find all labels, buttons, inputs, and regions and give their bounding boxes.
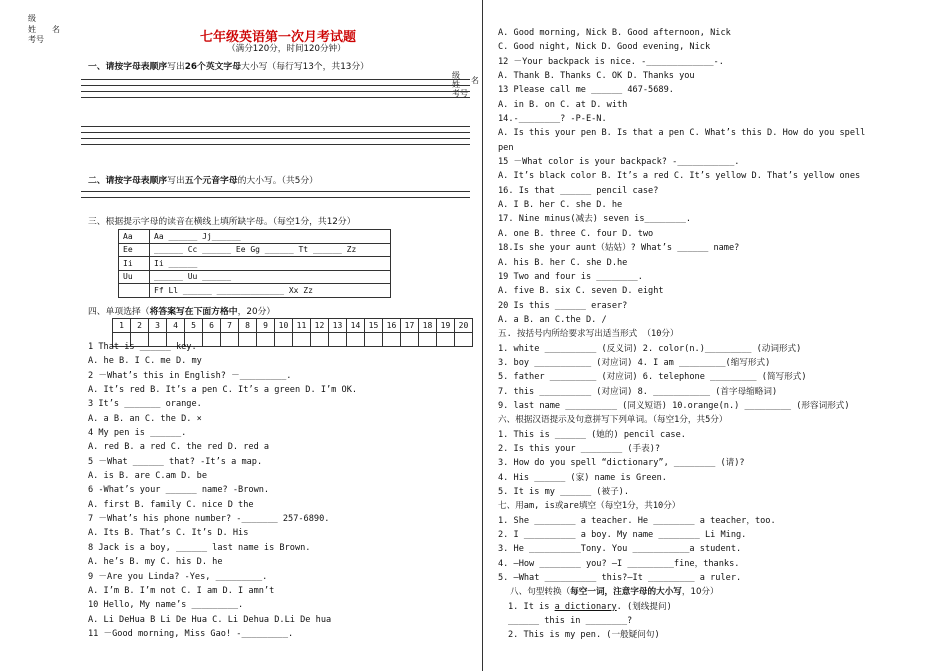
sec8-line-underlined: a dictionary (554, 601, 617, 612)
question-line: 1. white __________ (反义词) 2. color(n.)_________ (动词形式) (498, 343, 802, 354)
question-line: 2. I __________ a boy. My name ________ Li Ming. (498, 530, 747, 541)
side-label-class: 级 (28, 14, 36, 23)
sec8-line-pre: 1. It is (508, 601, 555, 612)
question-line: A. It’s red B. It’s a pen C. It’s a green D. I’m OK. (88, 385, 358, 396)
page-subtitle: （满分120分，时间120分钟） (227, 44, 346, 54)
writing-line (81, 132, 470, 133)
question-line: 10 Hello, My name’s _________. (88, 600, 244, 611)
phonics-row (119, 284, 391, 298)
question-line: A. five B. six C. seven D. eight (498, 286, 664, 297)
phonics-row (119, 270, 391, 284)
question-line: A. Li DeHua B Li De Hua C. Li Dehua D.Li De hua (88, 614, 332, 625)
sec8-line-pre: ______ this in ________? (508, 616, 633, 627)
phonics-key: Uu (119, 270, 150, 284)
phonics-key: Ee (119, 243, 150, 257)
question-line: A. red B. a red C. the red D. red a (88, 442, 270, 453)
answer-grid-number: 14 (347, 319, 365, 333)
question-line: 9 －Are you Linda? -Yes, _________. (88, 571, 268, 582)
question-line: 4. His ______ (家) name is Green. (498, 472, 667, 483)
question-line: A. his B. her C. she D.he (498, 257, 628, 268)
question-line: 4. —How ________ you? —I _________fine，thanks. (498, 558, 740, 569)
question-line: 六、根据汉语提示及句意拼写下列单词。（每空1分，共5分） (498, 415, 728, 426)
sec1-text-a: 一、请按字母表顺序 (88, 62, 168, 72)
question-line: 5. father _________ (对应词) 6. telephone _________ (简写形式) (498, 372, 807, 383)
writing-line (81, 85, 470, 86)
question-line: A. Is this your pen B. Is that a pen C. What’s this D. How do you spell (498, 128, 866, 139)
side-label-name-2: 姓 (452, 80, 460, 89)
answer-grid-numbers (113, 319, 473, 333)
question-line: 7. this __________ (对应词) 8. ___________ (首字母缩略词) (498, 386, 778, 397)
question-line: 5. It is my ______ (被子). (498, 487, 630, 497)
page-title: 七年级英语第一次月考试题 (200, 30, 357, 45)
question-line: 16. Is that ______ pencil case? (498, 185, 659, 196)
phonics-row (119, 257, 391, 271)
question-line: 五. 按括号内所给要求写出适当形式 （10分） (498, 329, 679, 340)
section-3-heading: 三、根据提示字母的读音在横线上填所缺字母。（每空1分，共12分） (88, 217, 356, 227)
writing-line (81, 79, 470, 80)
left-question-column (88, 340, 478, 641)
section-1-heading (88, 59, 369, 72)
answer-grid-number: 4 (167, 319, 185, 333)
writing-line (81, 126, 470, 127)
question-line: 19 Two and four is ________. (498, 271, 643, 282)
sec1-bold: 26个英文字母 (184, 62, 242, 72)
column-divider (482, 0, 483, 671)
side-label-name: 姓 (28, 25, 36, 34)
answer-grid-number: 1 (113, 319, 131, 333)
answer-grid-number: 16 (383, 319, 401, 333)
question-line: 9. last name __________ (同义短语) 10.orange(n.) _________ (形容词形式) (498, 400, 850, 411)
phonics-table (118, 229, 391, 298)
question-line: A. he’s B. my C. his D. he (88, 557, 223, 568)
answer-grid-number: 8 (239, 319, 257, 333)
answer-grid-number: 2 (131, 319, 149, 333)
section-2-heading (88, 173, 318, 186)
answer-grid-number: 12 (311, 319, 329, 333)
answer-grid-number: 19 (437, 319, 455, 333)
sec1-text-b: 写出 (167, 62, 185, 72)
side-label-number: 考号 (28, 35, 44, 44)
phonics-key: Aa (119, 230, 150, 244)
answer-grid-number: 20 (455, 319, 473, 333)
question-line: A. Its B. That’s C. It’s D. His (88, 528, 249, 539)
question-line (498, 614, 938, 628)
writing-line (81, 197, 470, 198)
question-line: 5. —What __________ this?—It _________ a ruler. (498, 573, 742, 584)
section-8-heading (498, 585, 938, 599)
phonics-fill[interactable]: Ii ______ (150, 257, 391, 271)
sec4-text-a: 四、单项选择（ (88, 307, 150, 317)
writing-line (81, 91, 470, 92)
question-line (498, 600, 938, 614)
phonics-fill[interactable]: ______ Cc ______ Ee Gg ______ Tt ______ Zz (150, 243, 391, 257)
question-line (498, 628, 938, 642)
answer-grid-number: 6 (203, 319, 221, 333)
question-line: 20 Is this ______ eraser? (498, 300, 628, 311)
side-label-name2-2: 名 (471, 76, 479, 85)
section-4-heading (88, 304, 275, 317)
sec4-text-c: ，20分） (237, 307, 276, 317)
question-line: 14.-________? -P-E-N. (498, 114, 607, 125)
question-line: 7 －What’s his phone number? -_______ 257-6890. (88, 514, 330, 525)
answer-grid-number: 3 (149, 319, 167, 333)
writing-line (81, 97, 470, 98)
question-line: 3. He __________Tony. You ___________a student. (498, 544, 742, 555)
question-line: 12 －Your backpack is nice. -_____________-. (498, 56, 724, 67)
sec1-text-c: 大小写（每行写13个，共13分） (241, 62, 369, 72)
question-line: A. one B. three C. four D. two (498, 228, 654, 239)
question-line: A. I B. her C. she D. he (498, 200, 623, 211)
question-line: 1. She ________ a teacher. He ________ a teacher，too. (498, 515, 776, 526)
question-line: 18.Is she your aunt（姑姑）? What’s ______ name? (498, 243, 740, 254)
phonics-fill[interactable]: ______ Uu ______ (150, 270, 391, 284)
writing-line (81, 144, 470, 145)
question-line: C. Good night, Nick D. Good evening, Nick (498, 42, 711, 53)
question-line: 1 That is ______ key. (88, 342, 197, 352)
phonics-key (119, 284, 150, 298)
sec2-text-a: 二、请按字母表顺序 (88, 176, 168, 186)
answer-grid-number: 13 (329, 319, 347, 333)
answer-grid-number: 7 (221, 319, 239, 333)
question-line: 2. Is this your ________ (手表)? (498, 443, 661, 454)
phonics-fill[interactable]: Ff Ll ______ ______________ Xx Zz (150, 284, 391, 298)
sec8-text-c: ，10分） (681, 587, 719, 598)
side-label-name2: 名 (52, 25, 60, 34)
right-question-column (498, 26, 938, 643)
question-line: 2 －What’s this in English? －_________. (88, 370, 292, 381)
question-line: A. Good morning, Nick B. Good afternoon, Nick (498, 28, 731, 38)
answer-grid-number: 15 (365, 319, 383, 333)
sec2-text-b: 写出 (167, 176, 185, 186)
sec8-line-pre: 2. This is my pen. (一般疑问句) (508, 630, 660, 641)
question-line: 11 －Good morning, Miss Gao! -_________. (88, 628, 294, 639)
question-line: 17. Nine minus(减去) seven is________. (498, 214, 692, 225)
writing-line (81, 191, 470, 192)
question-line: 8 Jack is a boy, ______ last name is Brown. (88, 542, 311, 553)
question-line: 13 Please call me ______ 467-5689. (498, 85, 674, 96)
sec2-text-c: 的大小写。（共5分） (237, 176, 318, 186)
sec8-line-post: . (划线提问) (616, 601, 672, 612)
answer-grid-number: 5 (185, 319, 203, 333)
question-line: A. is B. are C.am D. be (88, 471, 207, 482)
question-line: 3. boy ___________ (对应词) 4. I am _________(缩写形式) (498, 357, 771, 368)
question-line: A. first B. family C. nice D the (88, 499, 254, 510)
sec8-bold: 每空一词，注意字母的大小写 (570, 587, 682, 598)
side-label-number-2: 考号 (452, 89, 468, 98)
question-line: A. a B. an C. the D. × (88, 413, 202, 424)
phonics-row (119, 243, 391, 257)
question-line: 4 My pen is ______. (88, 428, 187, 439)
question-line: A. Thank B. Thanks C. OK D. Thanks you (498, 71, 695, 82)
question-line: A. It’s black color B. It’s a red C. It’s yellow D. That’s yellow ones (498, 171, 861, 182)
question-line: A. in B. on C. at D. with (498, 99, 628, 110)
question-line: A. he B. I C. me D. my (88, 356, 202, 367)
question-line: 15 －What color is your backpack? -___________. (498, 157, 740, 168)
question-line: A. a B. an C.the D. / (498, 314, 607, 325)
question-line: 七、用am, is或are填空（每空1分，共10分） (498, 501, 681, 512)
phonics-fill[interactable]: Aa ______ Jj______ (150, 230, 391, 244)
question-line: 5 －What ______ that? -It’s a map. (88, 456, 263, 467)
phonics-key: Ii (119, 257, 150, 271)
writing-line (81, 138, 470, 139)
question-line: 6 -What’s your ______ name? -Brown. (88, 485, 270, 496)
sec4-bold: 将答案写在下面方格中 (149, 307, 238, 317)
sec2-bold: 五个元音字母 (184, 176, 238, 186)
phonics-row (119, 230, 391, 244)
sec8-text-a: 八、句型转换（ (510, 587, 571, 598)
answer-grid-number: 18 (419, 319, 437, 333)
question-line: 3 It’s _______ orange. (88, 399, 202, 410)
answer-grid-number: 10 (275, 319, 293, 333)
question-line: pen (498, 142, 514, 153)
side-label-class-2: 级 (452, 71, 460, 80)
answer-grid-number: 9 (257, 319, 275, 333)
answer-grid-number: 17 (401, 319, 419, 333)
question-line: 1. This is ______ (她的) pencil case. (498, 429, 686, 440)
question-line: A. I’m B. I’m not C. I am D. I amn’t (88, 585, 275, 596)
question-line: 3. How do you spell “dictionary”, ________ (请)? (498, 458, 745, 469)
answer-grid-number: 11 (293, 319, 311, 333)
